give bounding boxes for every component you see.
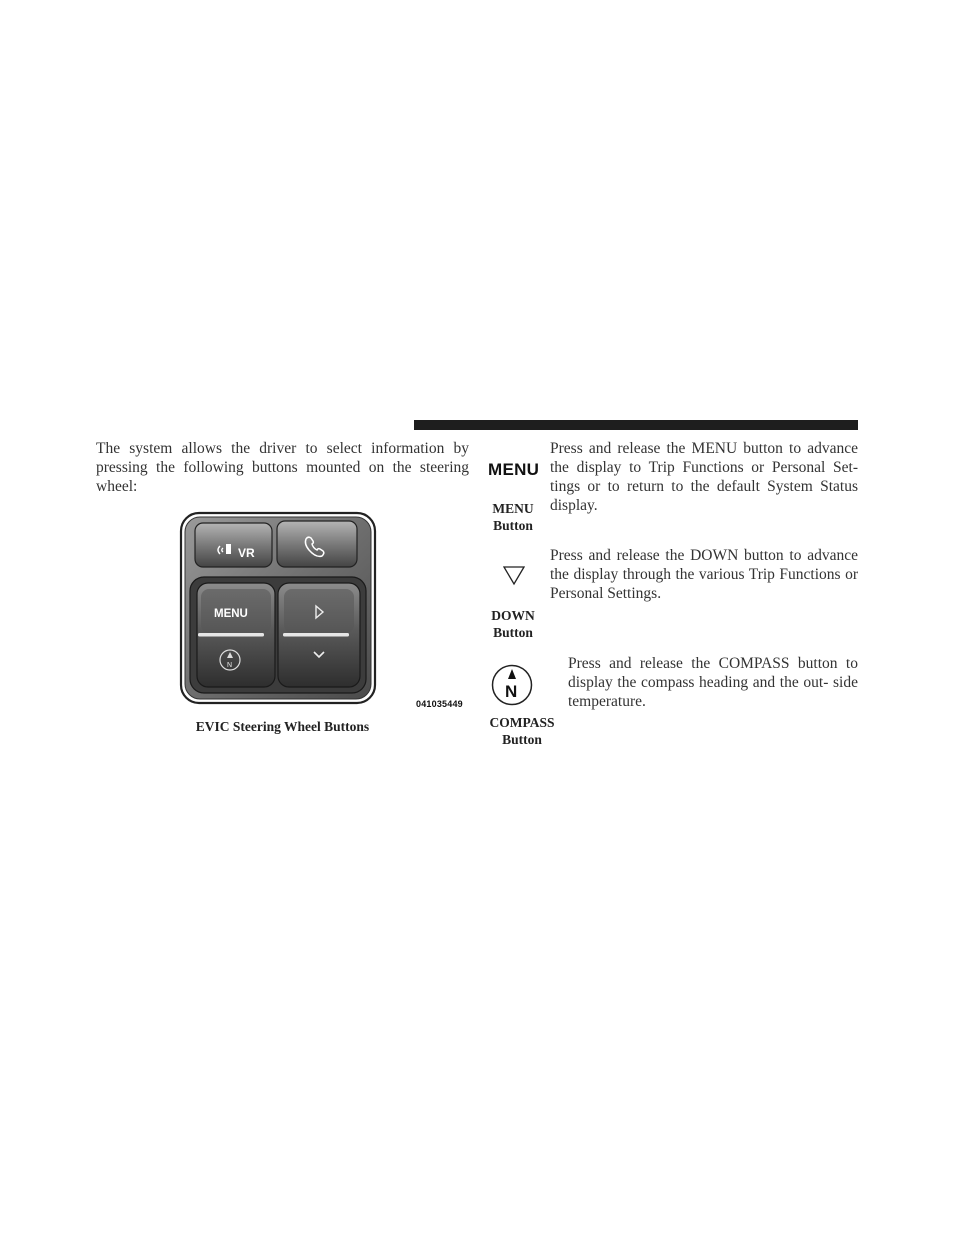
compass-button-label: COMPASS Button (489, 715, 555, 747)
menu-key-label: MENU (214, 608, 248, 620)
phone-key (277, 521, 357, 567)
compass-button-description: Press and release the COMPASS button to display the compass heading and the out- side temperature. (568, 655, 858, 710)
svg-text:N: N (227, 662, 233, 669)
section-header-bar (414, 420, 858, 430)
intro-paragraph: The system allows the driver to select information by pressing the following buttons mounted on the steering wheel: (96, 440, 469, 495)
compass-icon (491, 664, 533, 706)
svg-text:N: N (505, 682, 518, 701)
menu-button-label: MENU Button (492, 501, 534, 533)
scroll-divider (283, 633, 349, 637)
figure-code: 041035449 (416, 699, 463, 709)
vr-key (195, 523, 272, 567)
down-button-label: DOWN Button (491, 608, 535, 640)
menu-button-description: Press and release the MENU button to advance the display to Trip Functions or Personal Set- tings or to return to the default System Status display. (550, 440, 858, 514)
vr-key-label: VR (238, 546, 255, 560)
evic-buttons-figure (150, 505, 470, 715)
intro-column (96, 439, 469, 496)
menu-divider (198, 633, 264, 637)
down-triangle-icon (503, 566, 525, 586)
figure-caption: EVIC Steering Wheel Buttons (195, 719, 370, 734)
evic-buttons-illustration (150, 505, 470, 715)
menu-text-icon: MENU (488, 460, 540, 479)
down-button-description: Press and release the DOWN button to advance the display through the various Trip Functions or Personal Settings. (550, 547, 858, 602)
